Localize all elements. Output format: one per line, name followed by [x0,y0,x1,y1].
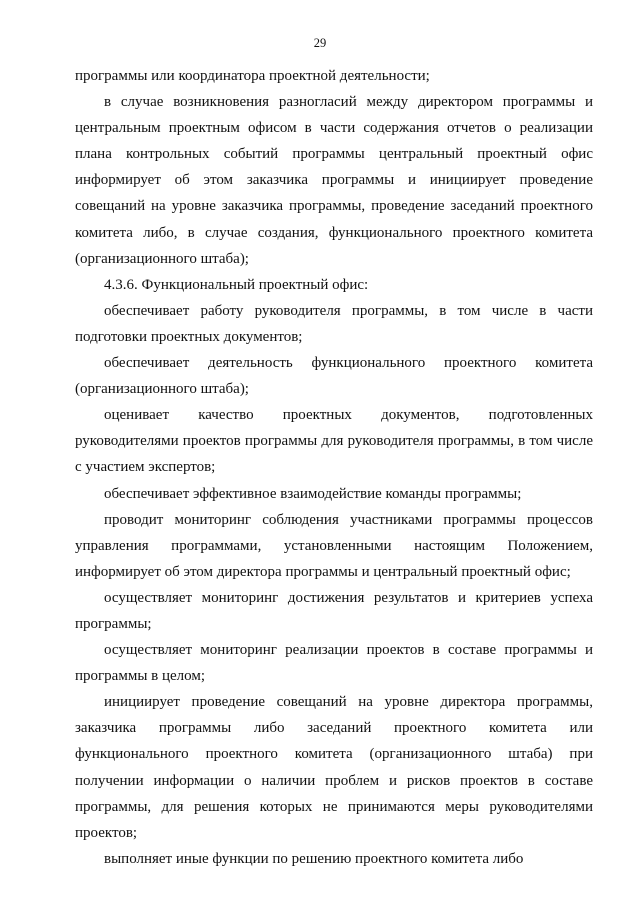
paragraph: в случае возникновения разногласий между директором программы и центральным проектным офисом в части содержания отчетов о реализации плана контрольных событий программы центральный проектный офис информирует об этом заказчика программы и инициирует проведение совещаний на уровне заказчика программы, проведение заседаний проектного комитета либо, в случае создания, функционального проектного комитета (организационного штаба); [75,94,593,267]
paragraph: выполняет иные функции по решению проектного комитета либо [104,850,524,867]
paragraph: инициирует проведение совещаний на уровне директора программы, заказчика программы либо заседаний проектного комитета или функционального проектного комитета (организационного штаба) при получении информации о наличии проблем и рисков проектов в составе программы, для решения которых не принимаются меры руководителями проектов; [75,694,593,841]
page-number: 29 [313,36,327,50]
paragraph: оценивает качество проектных документов, подготовленных руководителями проектов программы для руководителя программы, в том числе с участием экспертов; [75,407,593,476]
section-heading: 4.3.6. Функциональный проектный офис: [104,276,369,293]
paragraph: осуществляет мониторинг реализации проектов в составе программы и программы в целом; [75,642,593,685]
paragraph: обеспечивает эффективное взаимодействие команды программы; [104,485,522,502]
paragraph: обеспечивает деятельность функционального проектного комитета (организационного штаба); [75,355,593,398]
document-body [75,63,593,872]
paragraph: осуществляет мониторинг достижения результатов и критериев успеха программы; [75,589,593,632]
paragraph: программы или координатора проектной деятельности; [75,68,430,84]
paragraph: проводит мониторинг соблюдения участниками программы процессов управления программами, установленными настоящим Положением, информирует об этом директора программы и центральный проектный офис; [75,511,593,580]
paragraph: обеспечивает работу руководителя программы, в том числе в части подготовки проектных документов; [75,302,593,345]
